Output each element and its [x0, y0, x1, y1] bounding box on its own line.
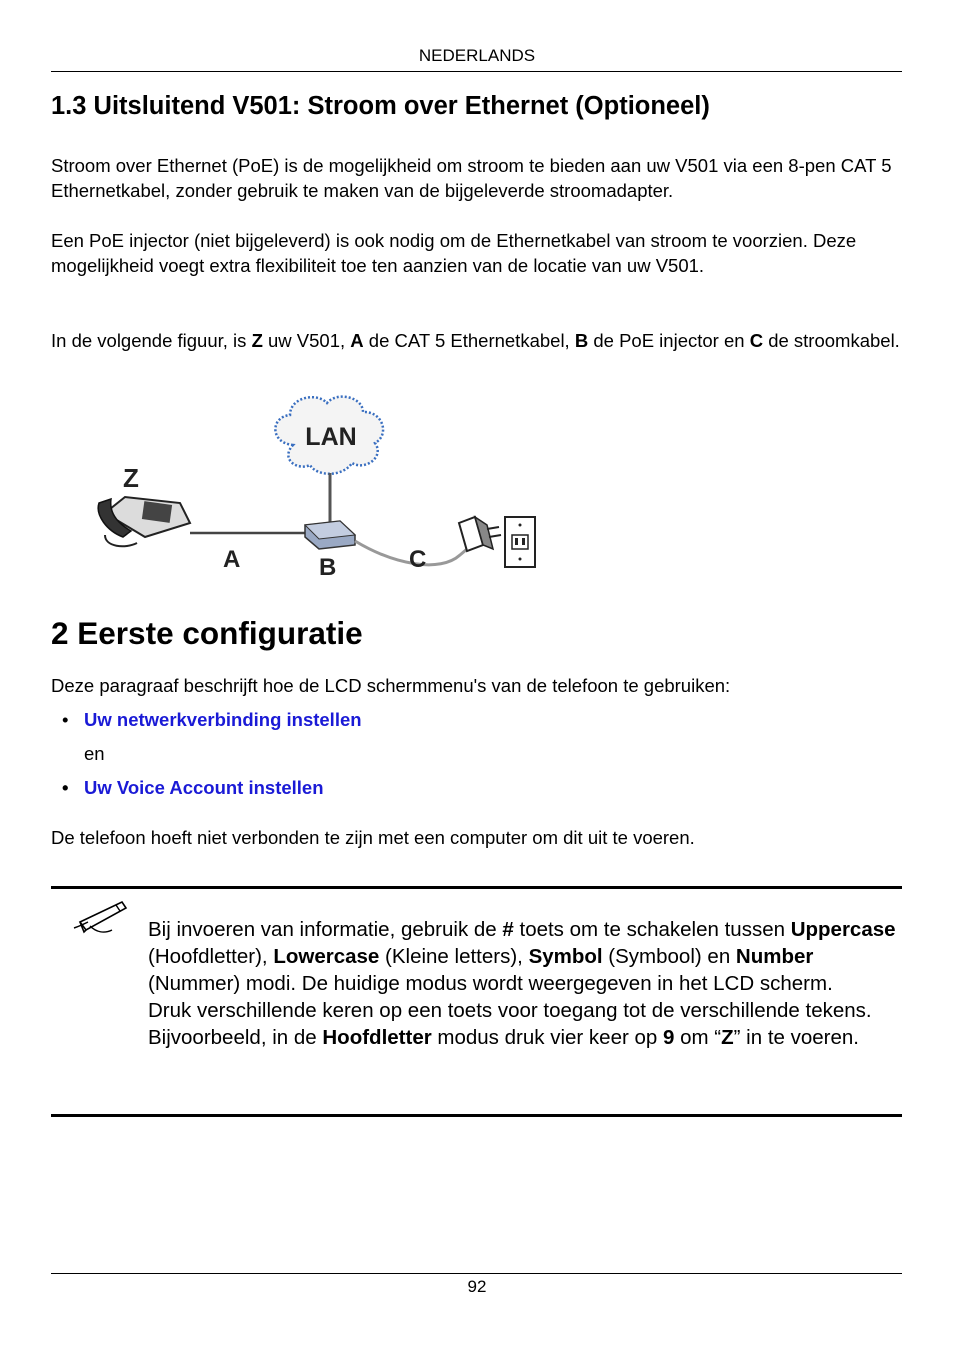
chapter-outro: De telefoon hoeft niet verbonden te zijn met een computer om dit uit te voeren. [51, 827, 695, 848]
bullet-dot: • [62, 777, 69, 798]
section-title: 1.3 Uitsluitend V501: Stroom over Ethernet (Optioneel) [51, 92, 710, 120]
lan-label: LAN [305, 423, 357, 451]
link-voice-account-setup[interactable]: Uw Voice Account instellen [84, 777, 324, 798]
phone-icon [98, 497, 190, 546]
note-text [148, 916, 900, 1051]
note-bottom-rule [51, 1114, 902, 1117]
chapter-title: 2 Eerste configuratie [51, 615, 363, 651]
poe-injector-icon [305, 521, 355, 549]
bullet-dot: • [62, 709, 69, 730]
note-paragraph-1: Bij invoeren van informatie, gebruik de # toets om te schakelen tussen Uppercase (Hoofdletter), Lowercase (Kleine letters), Symbol (Symbool) en Number (Nummer) modi. De huidige modus wordt weergegeven in het LCD scherm. [148, 918, 896, 995]
section-paragraph-3: In de volgende figuur, is Z uw V501, A de CAT 5 Ethernetkabel, B de PoE injector en C de stroomkabel. [51, 330, 900, 351]
bullet-item [62, 707, 362, 732]
link-network-setup[interactable]: Uw netwerkverbinding instellen [84, 709, 362, 730]
wall-outlet-icon [505, 517, 535, 567]
page-header-language: NEDERLANDS [418, 46, 536, 65]
page-number: 92 [467, 1277, 487, 1296]
section-paragraph-2: Een PoE injector (niet bijgeleverd) is ook nodig om de Ethernetkabel van stroom te voorzien. Deze mogelijkheid voegt extra flexibiliteit toe ten aanzien van de locatie van uw V501. [51, 230, 857, 276]
label-a: A [223, 546, 241, 573]
note-top-rule [51, 886, 902, 889]
power-adapter-icon [459, 517, 501, 551]
label-c: C [409, 546, 427, 573]
header-rule [51, 71, 902, 72]
chapter-intro: Deze paragraaf beschrijft hoe de LCD schermmenu's van de telefoon te gebruiken: [51, 675, 731, 696]
bullet-item [62, 775, 324, 800]
pencil-note-icon [70, 898, 130, 938]
poe-diagram [65, 395, 590, 580]
note-paragraph-2: Druk verschillende keren op een toets voor toegang tot de verschillende tekens. Bijvoorbeeld, in de Hoofdletter modus druk vier keer op 9 om “Z” in te voeren. [148, 999, 872, 1049]
lan-cloud [275, 397, 383, 474]
bullet-connector: en [84, 743, 105, 764]
section-paragraph-1: Stroom over Ethernet (PoE) is de mogelijkheid om stroom te bieden aan uw V501 via een 8-pen CAT 5 Ethernetkabel, zonder gebruik te maken van de bijgeleverde stroomadapter. [51, 155, 892, 201]
footer-rule [51, 1273, 902, 1274]
label-z: Z [123, 463, 139, 493]
label-b: B [319, 554, 337, 580]
